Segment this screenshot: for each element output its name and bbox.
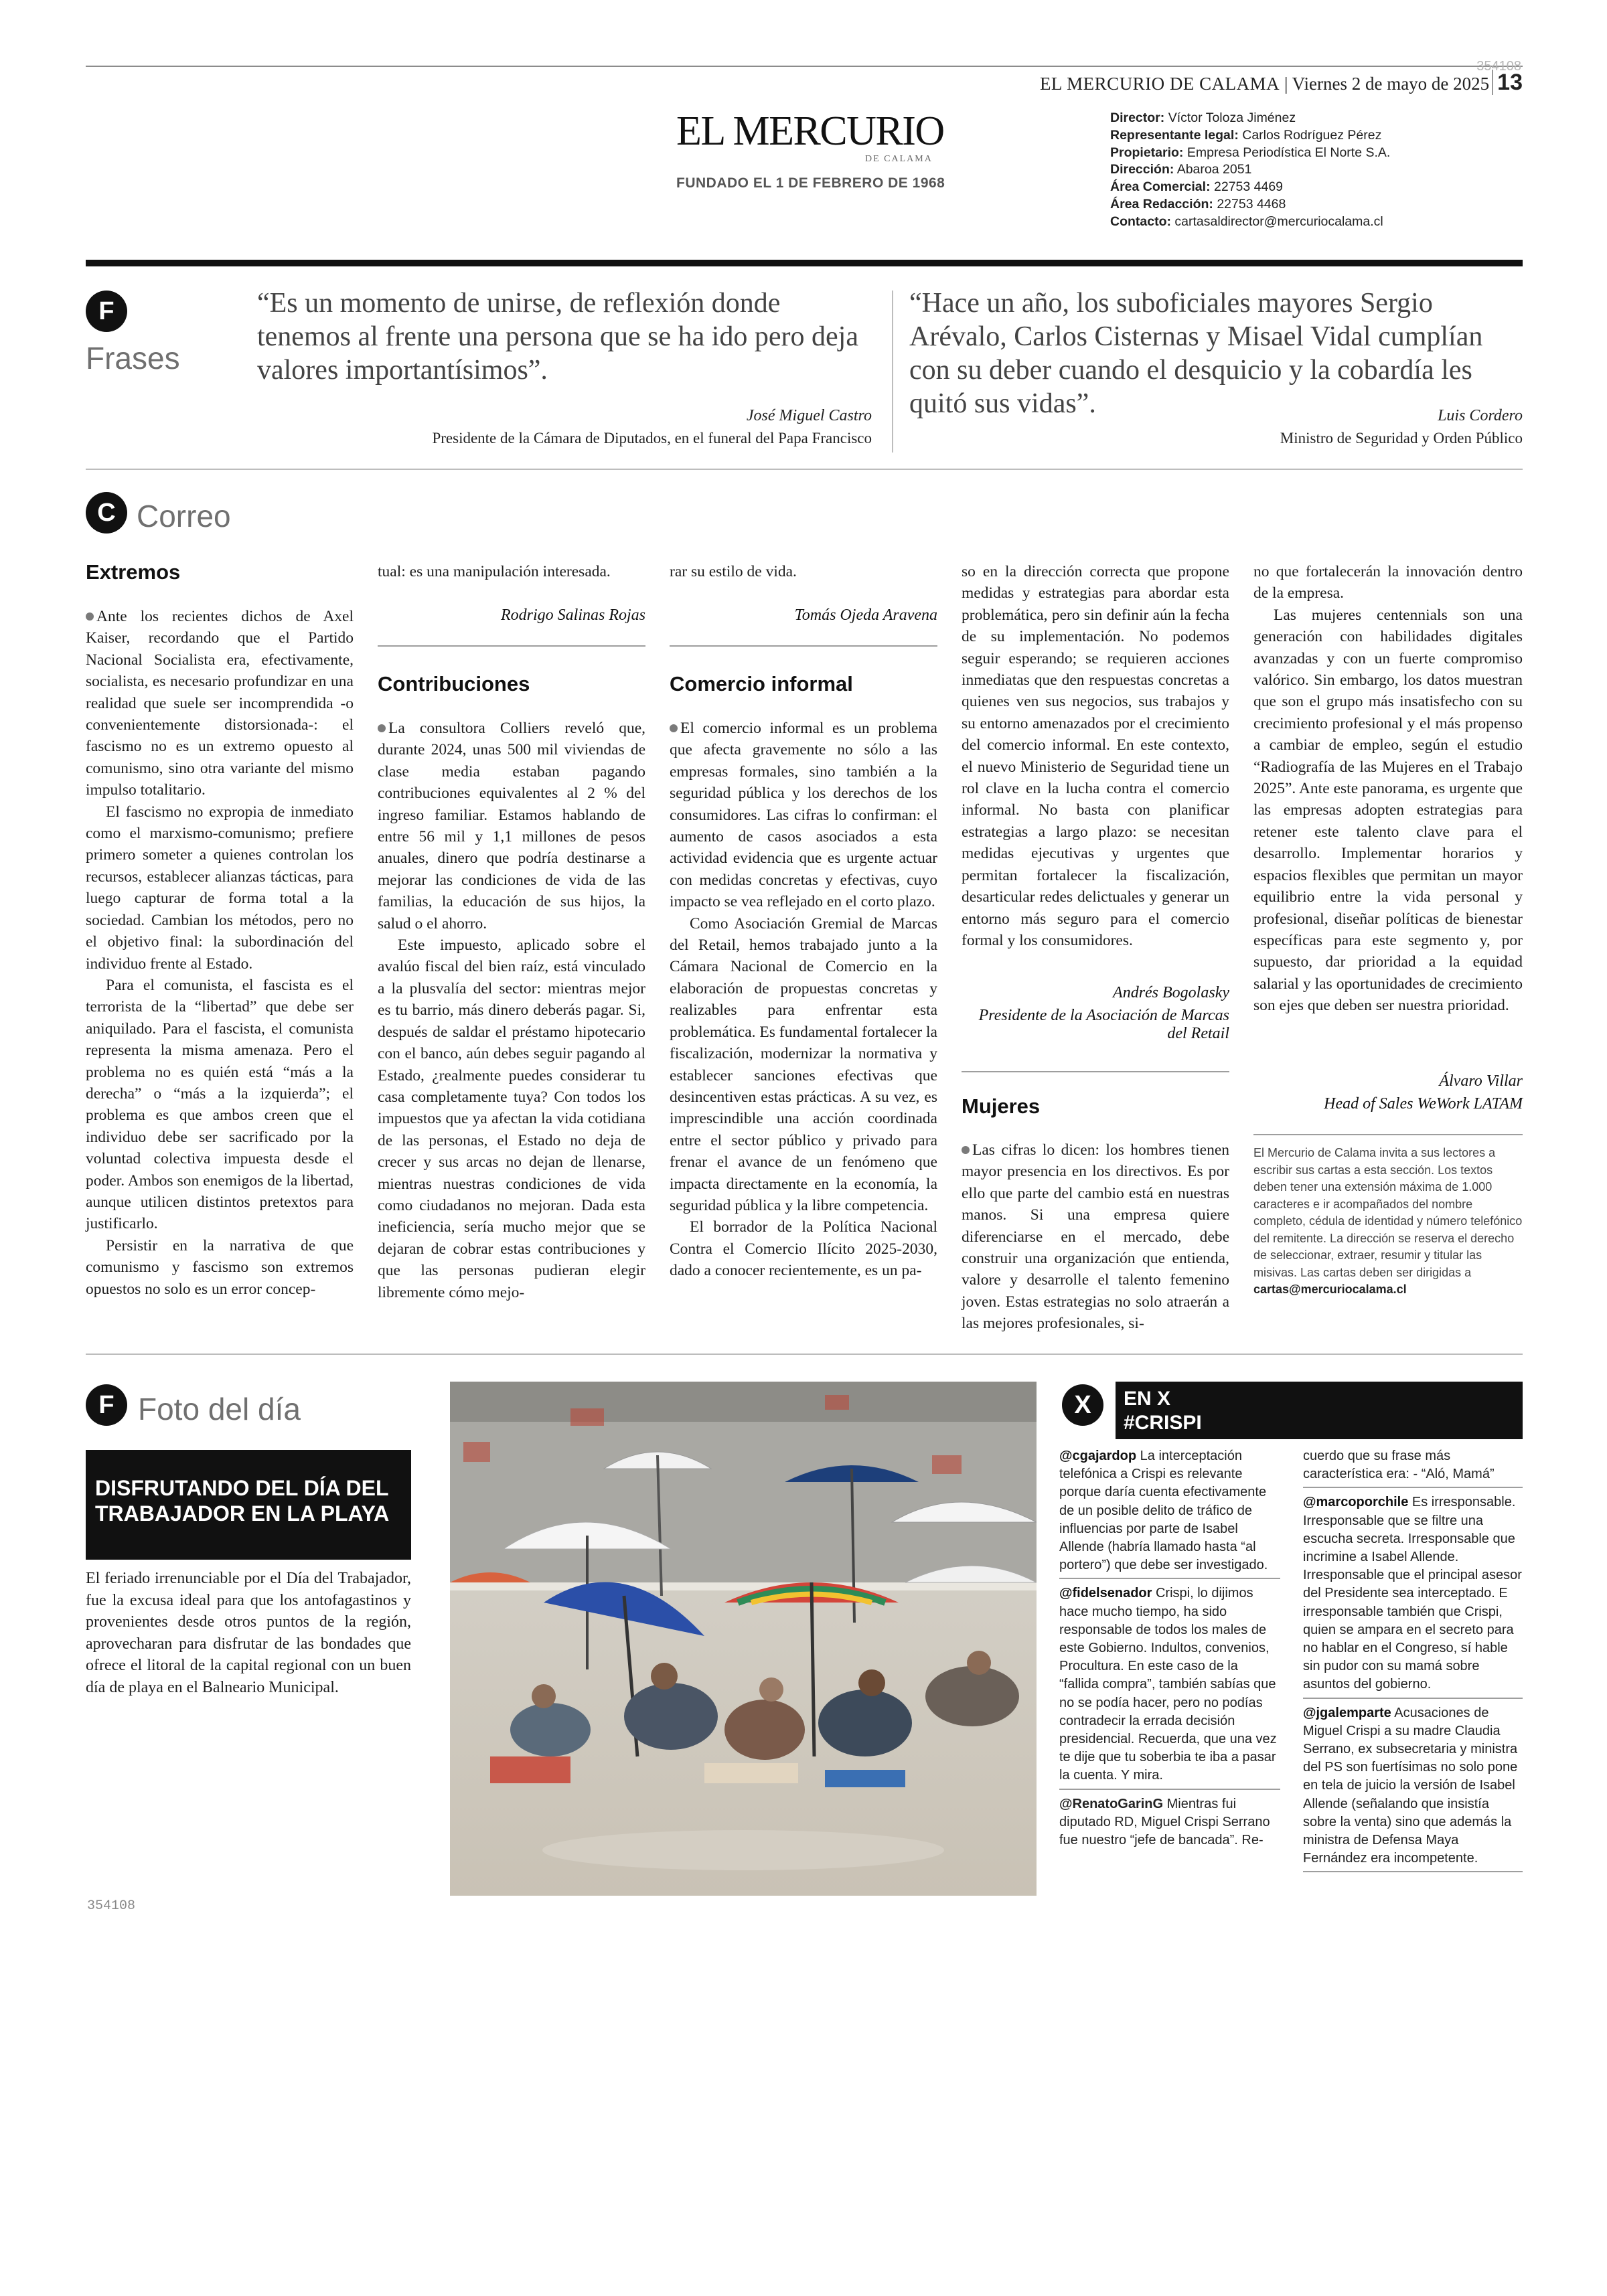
staff-row: Área Redacción: 22753 4468 [1110,196,1286,212]
x-handle[interactable]: @cgajardop [1059,1449,1137,1463]
masthead-logo-sub: DE CALAMA [865,154,933,164]
letter-signature: Tomás Ojeda Aravena [794,606,937,624]
beach-photo-illustration [450,1382,1037,1896]
letter-body [962,1139,1229,1335]
notice-separator [1253,1134,1523,1135]
x-handle[interactable]: @RenatoGarinG [1059,1796,1164,1811]
page-id: 354108 [1476,59,1521,74]
quote-divider [892,291,893,453]
letter-paragraph: La consultora Colliers reveló que, durante 2024, unas 500 mil viviendas de clase media estaban pagando contribuciones equivalentes al 2 % del ingreso familiar. Estamos hablando de entre 56 mil y 1,1 millones de pesos anuales, dinero que podría destinarse a mejorar las condiciones de vida de las familias, la educación de sus hijos, la salud o el ahorro. [378,720,645,932]
section-divider [86,469,1523,470]
letter-continuation: tual: es una manipulación interesada. [378,563,611,580]
x-section-hashtag: #CRISPI [1124,1412,1202,1434]
issue-date: Viernes 2 de mayo de 2025 [1292,74,1490,94]
quote-author: José Miguel Castro [746,407,872,424]
frases-badge-icon: F [86,291,127,332]
page-number: 13 [1492,70,1523,95]
letter-continuation: no que fortalecerán la innovación dentro de la empresa. [1253,563,1523,602]
x-post: @jgalemparte Acusaciones de Miguel Crispi a su madre Claudia Serrano, ex subsecretaria y ministra del PS son fuertísimas no solo pone en tela de juicio la versión de Isabel Allende (señalando que insistía sobre la venta) sino que además la ministra de Defensa Maya Fernández era incompetente. [1303,1704,1523,1873]
letter-continuation: rar su estilo de vida. [670,563,797,580]
letter-signature: Álvaro Villar [1439,1072,1523,1090]
letter-paragraph: Persistir en la narrativa de que comunismo y fascismo son extremos opuestos no solo es un error concep- [86,1236,354,1298]
staff-row: Director: Víctor Toloza Jiménez [1110,110,1296,125]
quote-text: “Es un momento de unirse, de reflexión donde tenemos al frente una persona que se ha ido pero deja valores importantísimos”. [257,288,858,386]
bullet-dot-icon [378,724,386,732]
letter-continuation: so en la dirección correcta que propone medidas y estrategias para abordar esta problemática, pero sin definir aún la fecha de su implementación. No podemos seguir esperando; se requieren acciones inmediatas que den respuestas concretas a quienes ven sus negocios, sus trabajos y su entorno amenazados por el crecimiento del comercio informal. En este contexto, el nuevo Ministerio de Seguridad tiene un rol clave en la lucha contra el comercio informal. No basta con planificar estrategias a largo plazo: se necesitan medidas ejecutivas y urgentes que permitan fortalecer la fiscalización, desarticular redes delictuales y generar un entorno más seguro para el comercio formal y los consumidores. [962,563,1229,949]
foto-badge-icon: F [86,1384,127,1426]
letter-paragraph: Este impuesto, aplicado sobre el avalúo fiscal del bien raíz, está vinculado a la plusvalía del sector: mientras mejor es tu barrio, más dinero deberás pagar. Si, después de saldar el préstamo hipotecario con el banco, aún debes seguir pagando al Estado, ¿realmente puedes considerar tu casa completamente tuya? Con todos los impuestos que ya afectan la vida cotidiana de las personas, el Estado no deja de crecer y sus arcas no dejan de llenarse, mientras nuestras condiciones de vida como ciudadanos no mejoran. Dada esta ineficiencia, sería mucho mejor que se dejaran de cobrar estas contribuciones y que las personas pudieran elegir libremente cómo mejo- [378,936,645,1301]
letter-paragraph: Como Asociación Gremial de Marcas del Retail, hemos trabajado junto a la Cámara Nacional de Comercio en la elaboración de propuestas concretas y realizables para enfrentar esta problemática. Es fundamental fortalecer la fiscalización, modernizar la normativa y establecer sanciones efectivas que desincentiven estas prácticas. A su vez, es imprescindible una acción coordinada entre el sector público y privado para frenar el avance de un fenómeno que impacta directamente en la economía, la seguridad pública y la libre competencia. [670,914,937,1214]
x-column [1059,1447,1280,1850]
staff-row: Propietario: Empresa Periodística El Norte S.A. [1110,145,1391,160]
x-badge-icon: X [1062,1384,1103,1426]
newspaper-name: EL MERCURIO DE CALAMA [1039,74,1280,94]
letter-body [1253,561,1523,1017]
x-post: @fidelsenador Crispi, lo dijimos hace mucho tiempo, ha sido responsable de todos los males de este Gobierno. Indultos, convenios, Procultura. En este caso de la “fallida compra”, también sabías que no se podía hacer, pero no podías contradecir la errada decisión presidencial. Recuerda, que una vez te dije que tu soberbia te iba a pasar la cuenta. Y mira. [1059,1584,1280,1789]
x-post: cuerdo que su frase más característica era: - “Aló, Mamá” [1303,1447,1523,1488]
letter-signature-role: Head of Sales WeWork LATAM [1324,1095,1523,1113]
letter-paragraph: El fascismo no expropia de inmediato como el marxismo-comunismo; prefiere primero someter a quienes controlan los recursos, establecer alianzas tácticas, para luego capturar de forma total a la sociedad. Cambian los métodos, pero no el objetivo final: la subordinación del individuo frente al Estado. [86,803,354,973]
letter-paragraph: Para el comunista, el fascista es el terrorista de la “libertad” que debe ser aniquilado. Para el fascista, el comunista representa la misma amenaza. Pero el problema no es quién está “más a la derecha” o “más a la izquierda”; el problema es que ambos creen que el individuo debe ser sacrificado por la voluntad colectiva impuesta desde el poder. Ambos son enemigos de la libertad, aunque utilicen distintos pretextos para justificarlo. [86,976,354,1233]
letter-body [378,718,645,1303]
letter-paragraph: Ante los recientes dichos de Axel Kaiser, recordando que el Partido Nacional Socialista era, efectivamente, socialista, es necesario profundizar en una realidad que suele ser incomprendida -o convenientemente distorsionada-: el fascismo no es un extremo opuesto al comunismo, sino otra variante del mismo impulso totalitario. [86,608,354,799]
x-column [1303,1447,1523,1878]
staff-box [1110,110,1390,231]
letter-separator [378,645,645,647]
founded-line: FUNDADO EL 1 DE FEBRERO DE 1968 [676,175,945,191]
x-section-header [1116,1382,1523,1439]
x-post: @RenatoGarinG Mientras fui diputado RD, Miguel Crispi Serrano fue nuestro “jefe de bancada”. Re- [1059,1796,1270,1848]
letter-heading: Comercio informal [670,672,853,695]
x-post: @marcoporchile Es irresponsable. Irresponsable que se filtre una escucha secreta. Irresponsable que incrimine a Isabel Allende. Irresponsable que el principal asesor del Presidente sea interceptado. E irresponsable también que Crispi, quien se ampara en el secreto para no hablar en el Congreso, sí hable sin pudor con su mamá sobre asuntos del gobierno. [1303,1493,1523,1698]
section-divider [86,1354,1523,1355]
frases-title: Frases [86,341,180,376]
letter-separator [670,645,937,647]
masthead-logo: EL MERCURIO [676,108,944,154]
letters-notice: El Mercurio de Calama invita a sus lectores a escribir sus cartas a esta sección. Los textos deben tener una extensión máxima de 1.000 caracteres e ir acompañados del nombre completo, cédula de identidad y número telefónico del remitente. La dirección se reserva el derecho de seleccionar, extraer, resumir y titular las misivas. Las cartas deben ser dirigidas a cartas@mercuriocalama.cl [1253,1146,1523,1296]
section-divider [86,260,1523,266]
x-section-title: EN X [1124,1388,1171,1410]
photo-headline: DISFRUTANDO DEL DÍA DEL TRABAJADOR EN LA PLAYA [86,1450,411,1560]
staff-row: Área Comercial: 22753 4469 [1110,179,1284,195]
bullet-dot-icon [86,612,94,621]
bullet-dot-icon [962,1146,970,1154]
letter-separator [962,1071,1229,1072]
contact-email-link[interactable]: cartasaldirector@mercuriocalama.cl [1174,214,1383,229]
quote-role: Presidente de la Cámara de Diputados, en el funeral del Papa Francisco [432,430,872,446]
correo-title: Correo [137,499,231,534]
quote-author: Luis Cordero [1438,407,1523,424]
letter-heading: Extremos [86,560,181,584]
footer-page-id: 354108 [87,1898,136,1914]
beach-photo [450,1382,1037,1896]
foto-title: Foto del día [138,1392,301,1426]
staff-row: Representante legal: Carlos Rodríguez Pérez [1110,127,1382,143]
x-handle[interactable]: @marcoporchile [1303,1495,1409,1510]
letter-heading: Contribuciones [378,672,530,695]
letter-paragraph: Las mujeres centennials son una generación con habilidades digitales avanzadas y con un fuerte compromiso valórico. Sin embargo, los datos muestran que son el grupo más insatisfecho con su crecimiento profesional y el más propenso a cambiar de empleo, según el estudio “Radiografía de las Mujeres en el Trabajo 2025”. Ante este panorama, es urgente que las empresas adopten estrategias para retener este talento clave para el desarrollo. Implementar horarios y espacios flexibles que permitan un mayor equilibrio entre la vida personal y profesional, diseñar políticas de bienestar específicas para este segmento y, por supuesto, dar prioridad a la equidad salarial y las oportunidades de crecimiento son ejes que deben ser nuestra prioridad. [1253,606,1523,1015]
letters-email-link[interactable]: cartas@mercuriocalama.cl [1253,1283,1407,1296]
staff-row: Dirección: Abaroa 2051 [1110,162,1252,177]
letter-signature: Rodrigo Salinas Rojas [500,606,645,624]
x-handle[interactable]: @jgalemparte [1303,1705,1391,1720]
header-rule [86,66,1523,67]
correo-badge-icon: C [86,492,127,534]
staff-row: Contacto: cartasaldirector@mercuriocalama.cl [1110,214,1383,229]
letter-paragraph: El comercio informal es un problema que afecta gravemente no sólo a las empresas formales, sino también a la seguridad pública y los derechos de los consumidores. Las cifras lo confirman: el aumento de casos asociados a esta actividad evidencia que es urgente actuar con medidas concretas y efectivas, cuyo impacto se vea reflejado en el corto plazo. [670,720,937,911]
photo-caption: El feriado irrenunciable por el Día del Trabajador, fue la excusa ideal para que los antofagastinos y provenientes desde otros puntos de la región, aprovecharan para disfrutar de las bondades que ofrece el litoral de la capital regional con un buen día de playa en el Balneario Municipal. [86,1570,411,1696]
bullet-dot-icon [670,724,678,732]
letter-signature: Andrés Bogolasky [1113,984,1229,1001]
letter-body [670,718,937,1282]
quote-role: Ministro de Seguridad y Orden Público [1280,430,1523,446]
x-handle[interactable]: @fidelsenador [1059,1586,1152,1601]
x-post: @cgajardop La interceptación telefónica a Crispi es relevante porque daría cuenta efectivamente de un posible delito de tráfico de influencias por parte de Isabel Allende (habría llamado hasta “al portero”) que debe ser investigado. [1059,1447,1280,1579]
letter-heading: Mujeres [962,1094,1041,1118]
running-head: EL MERCURIO DE CALAMA | Viernes 2 de mayo de 2025 13 [1039,70,1523,95]
letter-paragraph: El borrador de la Política Nacional Contra el Comercio Ilícito 2025-2030, dado a conocer recientemente, es un pa- [670,1218,937,1280]
letter-signature-role: Presidente de la Asociación de Marcas del Retail [978,1007,1229,1042]
letter-paragraph: Las cifras lo dicen: los hombres tienen mayor presencia en los directivos. Es por ello que parte del cambio está en nuestras manos. Si una empresa quiere diferenciarse en el mercado, debe construir una organización que entienda, valore y desarrolle el talento femenino joven. Estas estrategias no solo atraerán a las mejores profesionales, si- [962,1141,1229,1333]
quote-text: “Hace un año, los suboficiales mayores Sergio Arévalo, Carlos Cisternas y Misael Vidal cumplían con su deber cuando el desquicio y la cobardía les quitó sus vidas”. [909,288,1483,419]
letter-body [86,606,354,1300]
